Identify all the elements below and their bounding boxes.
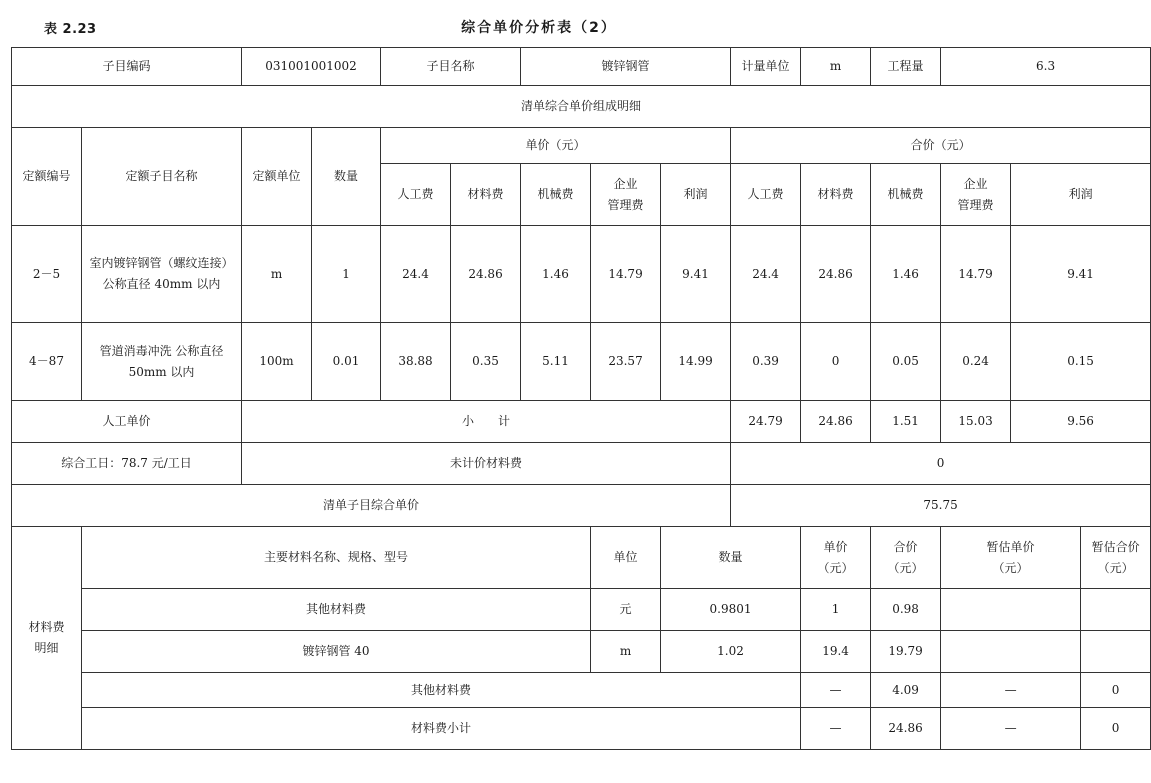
up-material: 0.35 (451, 323, 521, 401)
item-unit-price-value: 75.75 (731, 485, 1151, 527)
col-quota-name: 定额子目名称 (82, 128, 242, 226)
subtotal-mgmt: 15.03 (941, 401, 1011, 443)
quantity-value: 6.3 (941, 48, 1151, 86)
quota-no: 2－5 (12, 226, 82, 323)
material-name: 其他材料费 (82, 589, 591, 631)
unit-price-analysis-table (11, 47, 1151, 750)
col-up-machine: 机械费 (521, 164, 591, 226)
quota-name: 管道消毒冲洗 公称直径 50mm 以内 (82, 323, 242, 401)
workday-rate: 综合工日：78.7 元/工日 (12, 443, 242, 485)
tp-mgmt: 14.79 (941, 226, 1011, 323)
quota-qty: 1 (312, 226, 381, 323)
item-info-row (12, 48, 1151, 86)
col-tp-labor: 人工费 (731, 164, 801, 226)
section-title: 清单综合单价组成明细 (12, 86, 1151, 128)
col-up-labor: 人工费 (381, 164, 451, 226)
col-material-unit: 单位 (591, 527, 661, 589)
col-material-est-price (941, 527, 1081, 589)
material-total: 0.98 (871, 589, 941, 631)
col-material-total (871, 527, 941, 589)
tp-machine: 0.05 (871, 323, 941, 401)
item-name-label: 子目名称 (381, 48, 521, 86)
tp-material: 24.86 (801, 226, 871, 323)
material-subtotal-label: 材料费小计 (82, 708, 801, 750)
up-profit: 14.99 (661, 323, 731, 401)
subtotal-machine: 1.51 (871, 401, 941, 443)
col-material-est-price-l1: 暂估单价 (986, 539, 1035, 554)
material-subtotal-est-total: 0 (1081, 708, 1151, 750)
col-material-price-l1: 单价 (823, 539, 848, 554)
col-total-price: 合价（元） (731, 128, 1151, 164)
up-machine: 5.11 (521, 323, 591, 401)
item-name: 镀锌钢管 (521, 48, 731, 86)
tp-profit: 9.41 (1011, 226, 1151, 323)
col-up-mgmt-line1: 企业 (613, 176, 638, 191)
item-code-label: 子目编码 (12, 48, 242, 86)
col-up-profit: 利润 (661, 164, 731, 226)
col-tp-machine: 机械费 (871, 164, 941, 226)
col-material-est-total-l2: （元） (1097, 560, 1134, 575)
material-est-total (1081, 631, 1151, 673)
column-header-row-1 (12, 128, 1151, 164)
subtotal-profit: 9.56 (1011, 401, 1151, 443)
material-est-price (941, 589, 1081, 631)
tp-profit: 0.15 (1011, 323, 1151, 401)
measure-unit-label: 计量单位 (731, 48, 801, 86)
subtotal-label: 小 计 (242, 401, 731, 443)
quota-name: 室内镀锌钢管（螺纹连接）公称直径 40mm 以内 (82, 226, 242, 323)
up-machine: 1.46 (521, 226, 591, 323)
col-material-price-l2: （元） (817, 560, 854, 575)
col-material-total-l2: （元） (887, 560, 924, 575)
material-unit: m (591, 631, 661, 673)
col-tp-mgmt-line1: 企业 (963, 176, 988, 191)
other-material-est-price: — (941, 673, 1081, 708)
material-row (12, 631, 1151, 673)
material-name: 镀锌钢管 40 (82, 631, 591, 673)
up-mgmt: 23.57 (591, 323, 661, 401)
up-profit: 9.41 (661, 226, 731, 323)
other-material-row (12, 673, 1151, 708)
table-row (12, 226, 1151, 323)
col-qty: 数量 (312, 128, 381, 226)
labor-price-label: 人工单价 (12, 401, 242, 443)
col-tp-profit: 利润 (1011, 164, 1151, 226)
item-unit-price-row (12, 485, 1151, 527)
table-row (12, 323, 1151, 401)
subtotal-material: 24.86 (801, 401, 871, 443)
up-mgmt: 14.79 (591, 226, 661, 323)
material-header-row (12, 527, 1151, 589)
material-price: 19.4 (801, 631, 871, 673)
col-tp-material: 材料费 (801, 164, 871, 226)
material-qty: 0.9801 (661, 589, 801, 631)
quota-no: 4－87 (12, 323, 82, 401)
subtotal-labor: 24.79 (731, 401, 801, 443)
col-up-material: 材料费 (451, 164, 521, 226)
col-quota-no: 定额编号 (12, 128, 82, 226)
up-material: 24.86 (451, 226, 521, 323)
quota-unit: m (242, 226, 312, 323)
material-subtotal-est-price: — (941, 708, 1081, 750)
col-material-total-l1: 合价 (893, 539, 918, 554)
material-qty: 1.02 (661, 631, 801, 673)
material-row (12, 589, 1151, 631)
quota-unit: 100m (242, 323, 312, 401)
material-total: 19.79 (871, 631, 941, 673)
other-material-est-total: 0 (1081, 673, 1151, 708)
material-est-price (941, 631, 1081, 673)
col-material-est-total (1081, 527, 1151, 589)
up-labor: 38.88 (381, 323, 451, 401)
item-unit-price-label: 清单子目综合单价 (12, 485, 731, 527)
table-number: 表 2.23 (44, 22, 97, 37)
material-est-total (1081, 589, 1151, 631)
col-material-qty: 数量 (661, 527, 801, 589)
col-up-mgmt (591, 164, 661, 226)
material-unit: 元 (591, 589, 661, 631)
material-price: 1 (801, 589, 871, 631)
col-material-name: 主要材料名称、规格、型号 (82, 527, 591, 589)
tp-labor: 24.4 (731, 226, 801, 323)
quota-qty: 0.01 (312, 323, 381, 401)
section-title-row (12, 86, 1151, 128)
unpriced-material-label: 未计价材料费 (242, 443, 731, 485)
tp-machine: 1.46 (871, 226, 941, 323)
col-unit-price: 单价（元） (381, 128, 731, 164)
tp-labor: 0.39 (731, 323, 801, 401)
unpriced-material-row (12, 443, 1151, 485)
material-side-line1: 材料费 (28, 620, 65, 634)
col-tp-mgmt (941, 164, 1011, 226)
other-material-price: — (801, 673, 871, 708)
other-material-total: 4.09 (871, 673, 941, 708)
col-material-price (801, 527, 871, 589)
quantity-label: 工程量 (871, 48, 941, 86)
col-material-est-total-l1: 暂估合价 (1091, 539, 1140, 554)
measure-unit: m (801, 48, 871, 86)
subtotal-row (12, 401, 1151, 443)
material-detail-side-label (12, 527, 82, 750)
tp-material: 0 (801, 323, 871, 401)
material-subtotal-row (12, 708, 1151, 750)
col-quota-unit: 定额单位 (242, 128, 312, 226)
col-material-est-price-l2: （元） (992, 560, 1029, 575)
page-title: 综合单价分析表（2） (461, 20, 617, 36)
item-code: 031001001002 (242, 48, 381, 86)
up-labor: 24.4 (381, 226, 451, 323)
unpriced-material-value: 0 (731, 443, 1151, 485)
tp-mgmt: 0.24 (941, 323, 1011, 401)
material-subtotal-price: — (801, 708, 871, 750)
material-subtotal-total: 24.86 (871, 708, 941, 750)
material-side-line2: 明细 (34, 641, 59, 655)
other-material-label: 其他材料费 (82, 673, 801, 708)
col-tp-mgmt-line2: 管理费 (957, 197, 994, 212)
col-up-mgmt-line2: 管理费 (607, 197, 644, 212)
